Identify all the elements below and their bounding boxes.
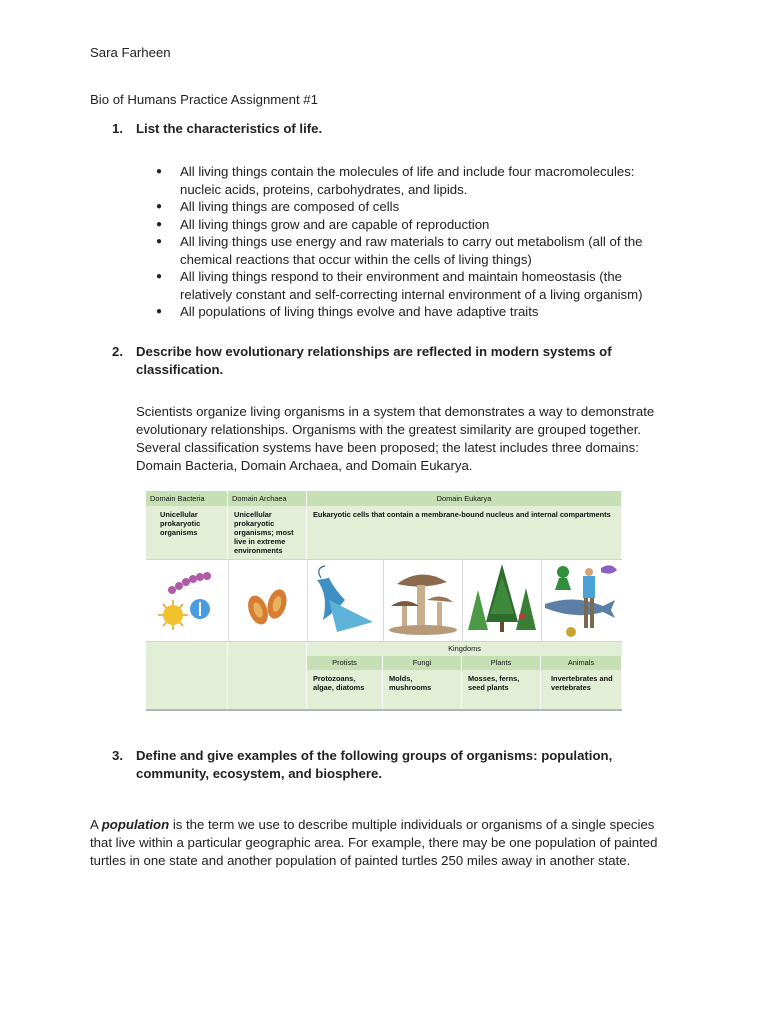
list-item: ● All populations of living things evolve and have adaptive traits — [156, 303, 676, 321]
question-3 — [112, 747, 652, 783]
list-item: ● All living things contain the molecules of life and include four macromolecules: nucleic acids, proteins, carbohydrates, and lipids. — [156, 163, 676, 198]
question-number: 2. — [112, 344, 123, 359]
bacteria-illustration — [146, 560, 228, 641]
question-number: 3. — [112, 748, 123, 763]
question-number: 1. — [112, 121, 123, 136]
animals-illustration — [541, 560, 622, 641]
figure-divider — [146, 709, 622, 711]
answer-paragraph — [90, 816, 660, 870]
answer-lead: A — [90, 817, 99, 832]
question-2 — [112, 343, 652, 379]
list-item: ● All living things use energy and raw materials to carry out metabolism (all of the chemical reactions that occur within the cells of living things) — [156, 233, 676, 268]
classification-figure — [146, 491, 622, 711]
fungi-examples: Molds, mushrooms — [383, 670, 462, 709]
list-item: ● All living things respond to their environment and maintain homeostasis (the relatively constant and self-correcting internal environment of a living organism) — [156, 268, 676, 303]
kingdoms-label: Kingdoms — [307, 642, 622, 657]
answer-paragraph: Scientists organize living organisms in a system that demonstrates a way to demonstrate evolutionary relationships. Organisms with the greatest similarity are grouped together. Several classification systems have been proposed; the latest includes three domains: Domain Bacteria, Domain Archaea, and Domain Eukarya. — [136, 404, 655, 473]
domain-bacteria-header: Domain Bacteria — [146, 491, 228, 506]
kingdom-plants: Plants — [462, 656, 541, 670]
kingdom-protists: Protists — [307, 656, 383, 670]
archaea-description: Unicellular prokaryotic organisms; most live in extreme environments — [228, 506, 307, 559]
protist-illustration — [307, 560, 383, 641]
kingdom-animals: Animals — [541, 656, 622, 670]
list-item: ● All living things grow and are capable of reproduction — [156, 216, 676, 234]
question-text: Describe how evolutionary relationships are reflected in modern systems of classification. — [136, 344, 612, 377]
assignment-title: Bio of Humans Practice Assignment #1 — [90, 92, 318, 107]
archaea-illustration — [228, 560, 307, 641]
bacteria-description: Unicellular prokaryotic organisms — [146, 506, 228, 559]
author-name: Sara Farheen — [90, 45, 171, 60]
question-text: List the characteristics of life. — [136, 121, 323, 136]
question-1 — [112, 120, 652, 138]
characteristics-list — [156, 163, 676, 321]
kingdom-fungi: Fungi — [383, 656, 462, 670]
population-term: population — [101, 817, 170, 832]
eukarya-description: Eukaryotic cells that contain a membrane-bound nucleus and internal compartments — [307, 506, 622, 559]
plants-illustration — [462, 560, 541, 641]
protists-examples: Protozoans, algae, diatoms — [307, 670, 383, 709]
animals-examples: Invertebrates and vertebrates — [541, 670, 622, 709]
plants-examples: Mosses, ferns, seed plants — [462, 670, 541, 709]
list-item: ● All living things are composed of cells — [156, 198, 676, 216]
fungi-illustration — [383, 560, 462, 641]
domain-archaea-header: Domain Archaea — [228, 491, 307, 506]
question-text: Define and give examples of the following groups of organisms: population, community, ecosystem, and biosphere. — [136, 748, 613, 781]
answer-body: is the term we use to describe multiple individuals or organisms of a single species that live within a particular geographic area. For example, there may be one population of painted turtles in one state and another population of painted turtles 250 miles away in another state. — [90, 817, 658, 868]
domain-eukarya-header: Domain Eukarya — [307, 491, 622, 506]
